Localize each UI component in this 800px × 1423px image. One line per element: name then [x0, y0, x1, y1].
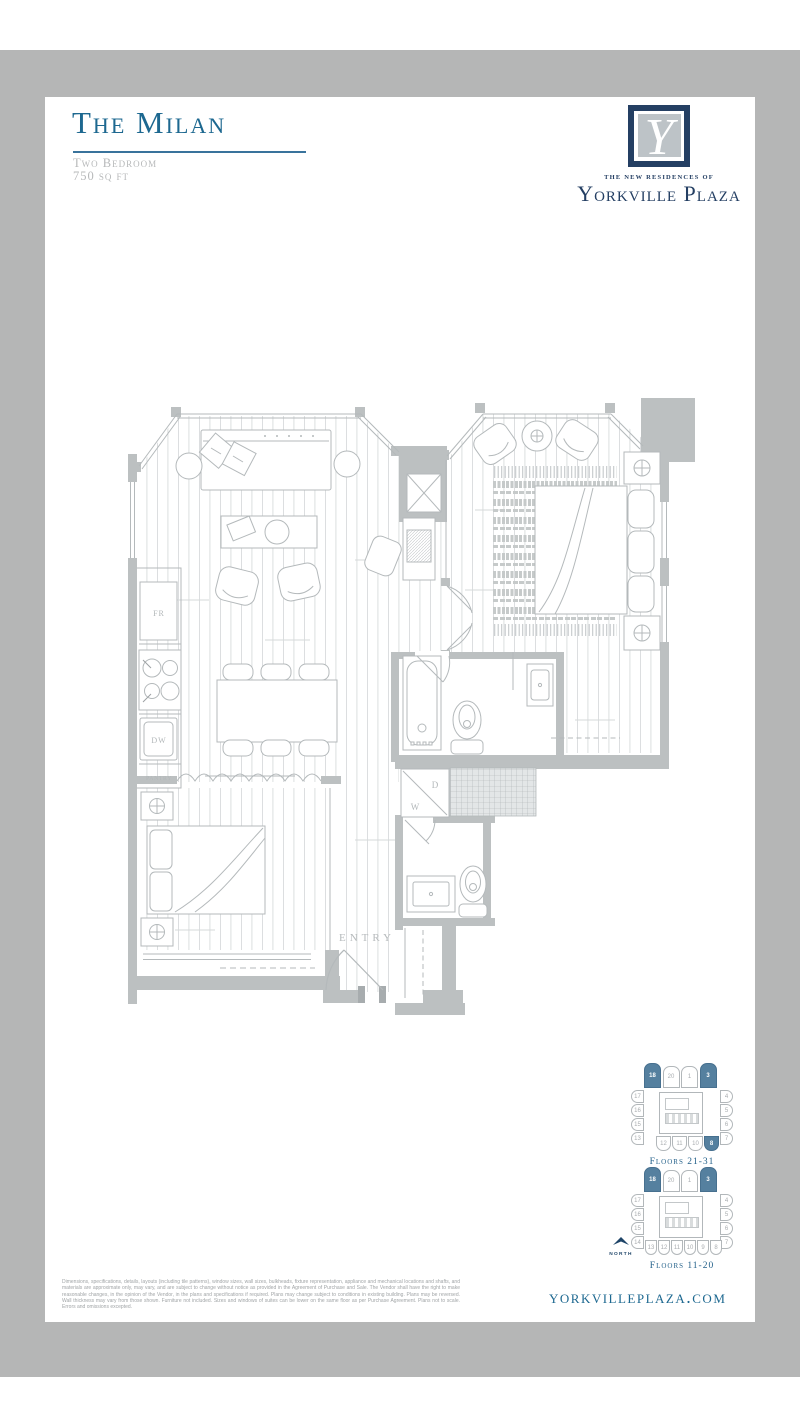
keyplan-unit-17: 17 [631, 1090, 644, 1103]
keyplan-diagram [631, 1063, 733, 1151]
bathroom [403, 652, 553, 754]
laundry [401, 769, 449, 817]
page-title: The Milan [72, 105, 227, 140]
keyplan-unit-16: 16 [631, 1208, 644, 1221]
keyplan-unit-4: 4 [720, 1090, 733, 1103]
bowl [265, 520, 289, 544]
unit-area: 750 sq ft [73, 169, 130, 183]
keyplan-unit-6: 6 [720, 1222, 733, 1235]
keyplan-unit-11: 11 [671, 1240, 683, 1255]
entry-label: ENTRY [338, 932, 396, 944]
keyplan-unit-10: 10 [684, 1240, 696, 1255]
headboard-cushion [628, 576, 654, 612]
headboard-cushion [628, 490, 654, 528]
logo-monogram-square [628, 105, 690, 167]
unit-type: Two Bedroom [73, 156, 158, 170]
logo-name: Yorkville Plaza [577, 181, 741, 206]
hall-closet [405, 928, 423, 998]
washer-label: W [410, 802, 420, 812]
compass [601, 1233, 641, 1257]
powder-room [405, 820, 487, 917]
keyplan-unit-12: 12 [658, 1240, 670, 1255]
keyplan-unit-5: 5 [720, 1208, 733, 1221]
keyplan-unit-18: 18 [644, 1167, 661, 1192]
keyplan-unit-17: 17 [631, 1194, 644, 1207]
keyplan-unit-1: 1 [681, 1066, 698, 1088]
side-table [176, 453, 202, 479]
keyplan-unit-9: 9 [697, 1240, 709, 1255]
keyplan-unit-4: 4 [720, 1194, 733, 1207]
keyplan-unit-8: 8 [710, 1240, 722, 1255]
keyplan-unit-11: 11 [672, 1136, 687, 1151]
keyplan-label: Floors 11-20 [649, 1261, 715, 1271]
keyplan-unit-18: 18 [644, 1063, 661, 1088]
bed [535, 486, 627, 614]
keyplan-unit-6: 6 [720, 1118, 733, 1131]
keyplan-unit-7: 7 [720, 1132, 733, 1145]
pillow [150, 830, 172, 869]
keyplan-unit-5: 5 [720, 1104, 733, 1117]
keyplan-unit-20: 20 [663, 1066, 680, 1088]
keyplan-unit-10: 10 [688, 1136, 703, 1151]
rug-fringe [493, 466, 617, 478]
legal-disclaimer: Dimensions, specifications, details, layouts (including tile patterns), window sizes, wall sizes, bulkheads, fixture representation, appliance and mechanical locations and shafts, and materials are approximate only, may vary, and are subject to change without notice as provided in the Agreement of Purchase and Sale. The Vendor shall have the right to make reasonable changes, in the opinion of the Vendor, in the plans and specifications if required. Plans may change subject to conditions in existing building. Plans may be reversed. Wall thickness may vary from those shown. Furniture not included. Sizes and windows of suites can be lower on the same floor as per Purchase Agreement. Plans not to scale. Errors and omissions excepted. [62, 1279, 460, 1311]
brochure-page [45, 97, 755, 1322]
unit-specs [73, 157, 157, 183]
keyplan-unit-14: 14 [631, 1236, 644, 1249]
keyplan-unit-8: 8 [704, 1136, 719, 1151]
keyplan-floors-21-31 [623, 1063, 741, 1167]
logo-tagline: THE NEW RESIDENCES OF [604, 174, 714, 181]
title-underline [73, 151, 306, 153]
website-link[interactable]: yorkvilleplaza.com [549, 1287, 727, 1307]
keyplan-unit-7: 7 [720, 1236, 733, 1249]
north-label: NORTH [609, 1252, 633, 1257]
keyplan-unit-12: 12 [656, 1136, 671, 1151]
logo-monogram: Y [644, 109, 674, 166]
fridge-label: FR [153, 609, 165, 618]
keyplan-unit-16: 16 [631, 1104, 644, 1117]
yorkville-plaza-logo [573, 105, 745, 207]
kitchen [137, 568, 181, 788]
dryer-label: D [431, 780, 439, 790]
keyplan-unit-3: 3 [700, 1063, 717, 1088]
floor-plan [115, 390, 735, 1030]
keyplan-diagram [631, 1167, 733, 1255]
keyplan-unit-13: 13 [645, 1240, 657, 1255]
dining-set [217, 664, 337, 756]
keyplan-label: Floors 21-31 [649, 1157, 715, 1167]
building-core [659, 1196, 703, 1238]
dishwasher-label: DW [151, 736, 167, 745]
pillow [150, 872, 172, 911]
shaft [407, 474, 441, 512]
keyplan-unit-20: 20 [663, 1170, 680, 1192]
keyplan-unit-1: 1 [681, 1170, 698, 1192]
keyplan-unit-15: 15 [631, 1118, 644, 1131]
tile-floor [450, 768, 536, 816]
headboard-cushion [628, 531, 654, 573]
building-core [659, 1092, 703, 1134]
stove [139, 650, 181, 710]
rug-fringe [493, 624, 617, 636]
keyplan-unit-3: 3 [700, 1167, 717, 1192]
north-arrow-icon [611, 1235, 631, 1246]
keyplan-unit-13: 13 [631, 1132, 644, 1145]
keyplan-unit-15: 15 [631, 1222, 644, 1235]
pantry-label: PANTRY [146, 776, 172, 782]
side-table [334, 451, 360, 477]
